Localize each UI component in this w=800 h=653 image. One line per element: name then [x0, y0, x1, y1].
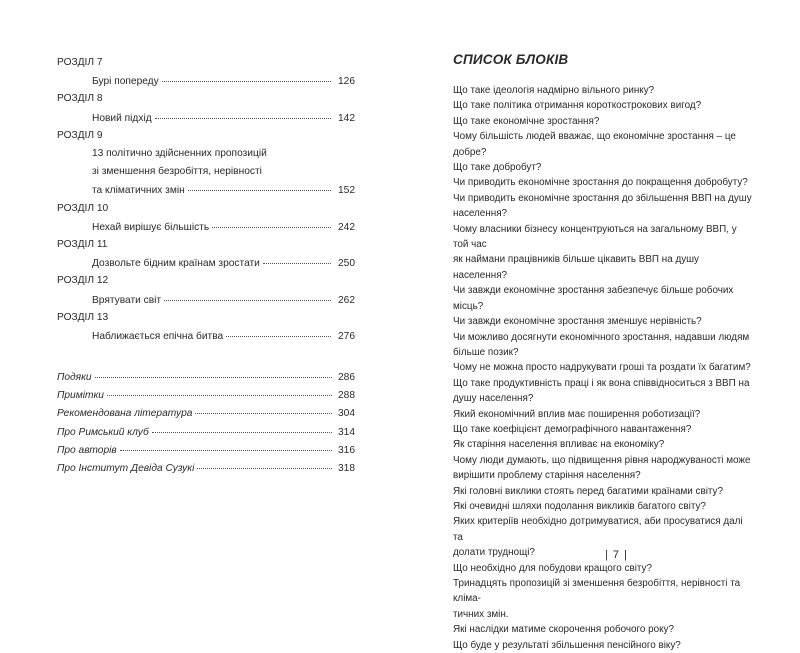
- toc-entry-title: зі зменшення безробіття, нерівності: [92, 166, 262, 178]
- backmatter-page: 304: [338, 408, 355, 420]
- dot-leader: [164, 289, 331, 301]
- left-page: [0, 0, 400, 582]
- toc-entry[interactable]: [92, 109, 355, 127]
- toc-entry-title: Наближається епічна битва: [92, 330, 224, 342]
- list-of-boxes-line: населення?: [453, 208, 508, 220]
- toc-entry-title: Бурі попереду: [92, 76, 159, 88]
- toc-entry[interactable]: [92, 254, 355, 272]
- toc-entry-title: Дозвольте бідним країнам зростати: [92, 258, 260, 270]
- toc-entry-page: 142: [338, 112, 355, 124]
- toc-entry-title: 13 політично здійсненних пропозицій: [92, 147, 267, 159]
- dot-leader: [195, 402, 332, 414]
- list-of-boxes-line: долати труднощі?: [453, 547, 535, 559]
- chapter-label: РОЗДІЛ 7: [57, 57, 103, 68]
- backmatter-page: 288: [338, 390, 355, 402]
- list-of-boxes-line: Що таке добробут?: [453, 162, 542, 174]
- list-of-boxes-line: Що таке продуктивність праці і як вона співвідноситься з ВВП на: [453, 377, 750, 389]
- toc-entry-title: Врятувати світ: [92, 294, 162, 306]
- list-of-boxes-line: Чому не можна просто надрукувати гроші та роздати їх багатим?: [453, 362, 751, 374]
- dot-leader: [188, 179, 331, 191]
- list-of-boxes-line: Що буде у результаті збільшення пенсійного віку?: [453, 639, 681, 651]
- dot-leader: [197, 457, 332, 469]
- dot-leader: [120, 439, 332, 451]
- list-of-boxes-line: більше позик?: [453, 346, 519, 358]
- toc-entry[interactable]: [92, 291, 355, 309]
- list-of-boxes-heading: СПИСОК БЛОКІВ: [453, 52, 569, 67]
- list-of-boxes-line: Що таке ідеологія надмірно вільного ринку?: [453, 85, 655, 96]
- list-of-boxes-line: Які наслідки матиме скорочення робочого року?: [453, 624, 674, 636]
- backmatter-title: Про Римський клуб: [57, 426, 149, 438]
- toc-entry-title: та кліматичних змін: [92, 185, 185, 197]
- dot-leader: [155, 107, 331, 119]
- dot-leader: [162, 70, 331, 82]
- backmatter-entry[interactable]: [57, 459, 355, 477]
- list-of-boxes-line: тичних змін.: [453, 608, 509, 620]
- list-of-boxes-line: Що таке коефіцієнт демографічного навантаження?: [453, 423, 692, 435]
- list-of-boxes-line: як наймани працівників більше цікавить ВВП на душу населення?: [453, 254, 699, 281]
- backmatter-page: 286: [338, 372, 355, 384]
- toc-entry-page: 250: [338, 258, 355, 270]
- list-of-boxes-line: Чи можливо досягнути економічного зростання, надавши людям: [453, 331, 750, 343]
- chapter-label: РОЗДІЛ 12: [57, 275, 109, 287]
- chapter-label: РОЗДІЛ 8: [57, 93, 103, 105]
- list-of-boxes-line: Чи завжди економічне зростання зменшує нерівність?: [453, 316, 702, 328]
- list-of-boxes-line: Чому більшість людей вважає, що економічне зростання – це добре?: [453, 131, 736, 158]
- list-of-boxes-line: Чому люди думають, що підвищення рівня народжуваності може: [453, 454, 751, 466]
- list-of-boxes-line: Що таке економічне зростання?: [453, 115, 600, 127]
- list-of-boxes-line: Що таке політика отримання короткострокових вигод?: [453, 100, 702, 112]
- dot-leader: [263, 252, 331, 264]
- toc-entry-title: Новий підхід: [92, 112, 152, 124]
- right-page: [400, 0, 800, 651]
- chapter-label: РОЗДІЛ 10: [57, 202, 109, 214]
- backmatter-title: Рекомендована література: [57, 408, 193, 420]
- toc-entry[interactable]: [92, 72, 355, 90]
- dot-leader: [107, 384, 332, 396]
- table-of-contents: [57, 54, 355, 477]
- list-of-boxes: [453, 52, 753, 653]
- list-of-boxes-line: Які очевидні шляхи подолання викликів багатого світу?: [453, 500, 706, 512]
- backmatter-page: 316: [338, 444, 355, 456]
- backmatter-title: Примітки: [57, 390, 104, 402]
- list-of-boxes-line: Які головні виклики стоять перед багатими країнами світу?: [453, 485, 723, 497]
- toc-entry-title: Нехай вирішує більшість: [92, 221, 210, 233]
- list-of-boxes-line: Чи приводить економічне зростання до покращення добробуту?: [453, 177, 748, 189]
- list-of-boxes-line: Що необхідно для побудови кращого світу?: [453, 562, 652, 574]
- backmatter-page: 314: [338, 426, 355, 438]
- chapter-label: РОЗДІЛ 13: [57, 311, 109, 323]
- toc-entry-page: 126: [338, 76, 355, 88]
- backmatter-title: Про авторів: [57, 444, 117, 456]
- chapter-label: РОЗДІЛ 11: [57, 238, 108, 250]
- list-of-boxes-line: Яких критеріїв необхідно дотримуватися, аби просуватися далі та: [453, 516, 743, 543]
- dot-leader: [95, 366, 332, 378]
- dot-leader: [226, 325, 331, 337]
- backmatter-list: [57, 368, 355, 477]
- list-of-boxes-items: [453, 83, 753, 653]
- list-of-boxes-line: душу населення?: [453, 393, 534, 405]
- list-of-boxes-line: вирішити проблему старіння населення?: [453, 470, 641, 482]
- chapter-label: РОЗДІЛ 9: [57, 129, 103, 141]
- list-of-boxes-line: Як старіння населення впливає на економіку?: [453, 439, 665, 451]
- list-of-boxes-line: Чи приводить економічне зростання до збільшення ВВП на душу: [453, 192, 752, 204]
- toc-entry-page: 276: [338, 330, 355, 342]
- list-of-boxes-line: Тринадцять пропозицій зі зменшення безробіття, нерівності та кліма-: [453, 578, 741, 605]
- dot-leader: [152, 421, 332, 433]
- list-of-boxes-line: Чи завжди економічне зростання забезпечує більше робочих місць?: [453, 285, 734, 312]
- list-of-boxes-line: Чому власники бізнесу концентруються на загальному ВВП, у той час: [453, 223, 737, 251]
- toc-entry-page: 242: [338, 221, 355, 233]
- toc-entry[interactable]: [92, 327, 355, 345]
- toc-entry-page: 262: [338, 294, 355, 306]
- toc-entry[interactable]: [92, 145, 355, 200]
- toc-entry-page: 152: [338, 185, 355, 197]
- list-of-boxes-line: Який економічний вплив має поширення роботизації?: [453, 408, 701, 420]
- backmatter-page: 318: [338, 463, 355, 475]
- page-number: | 7 |: [605, 549, 628, 561]
- backmatter-title: Про Інститут Девіда Сузукі: [57, 463, 195, 475]
- dot-leader: [212, 216, 331, 228]
- backmatter-title: Подяки: [57, 372, 92, 384]
- toc-entry[interactable]: [92, 218, 355, 236]
